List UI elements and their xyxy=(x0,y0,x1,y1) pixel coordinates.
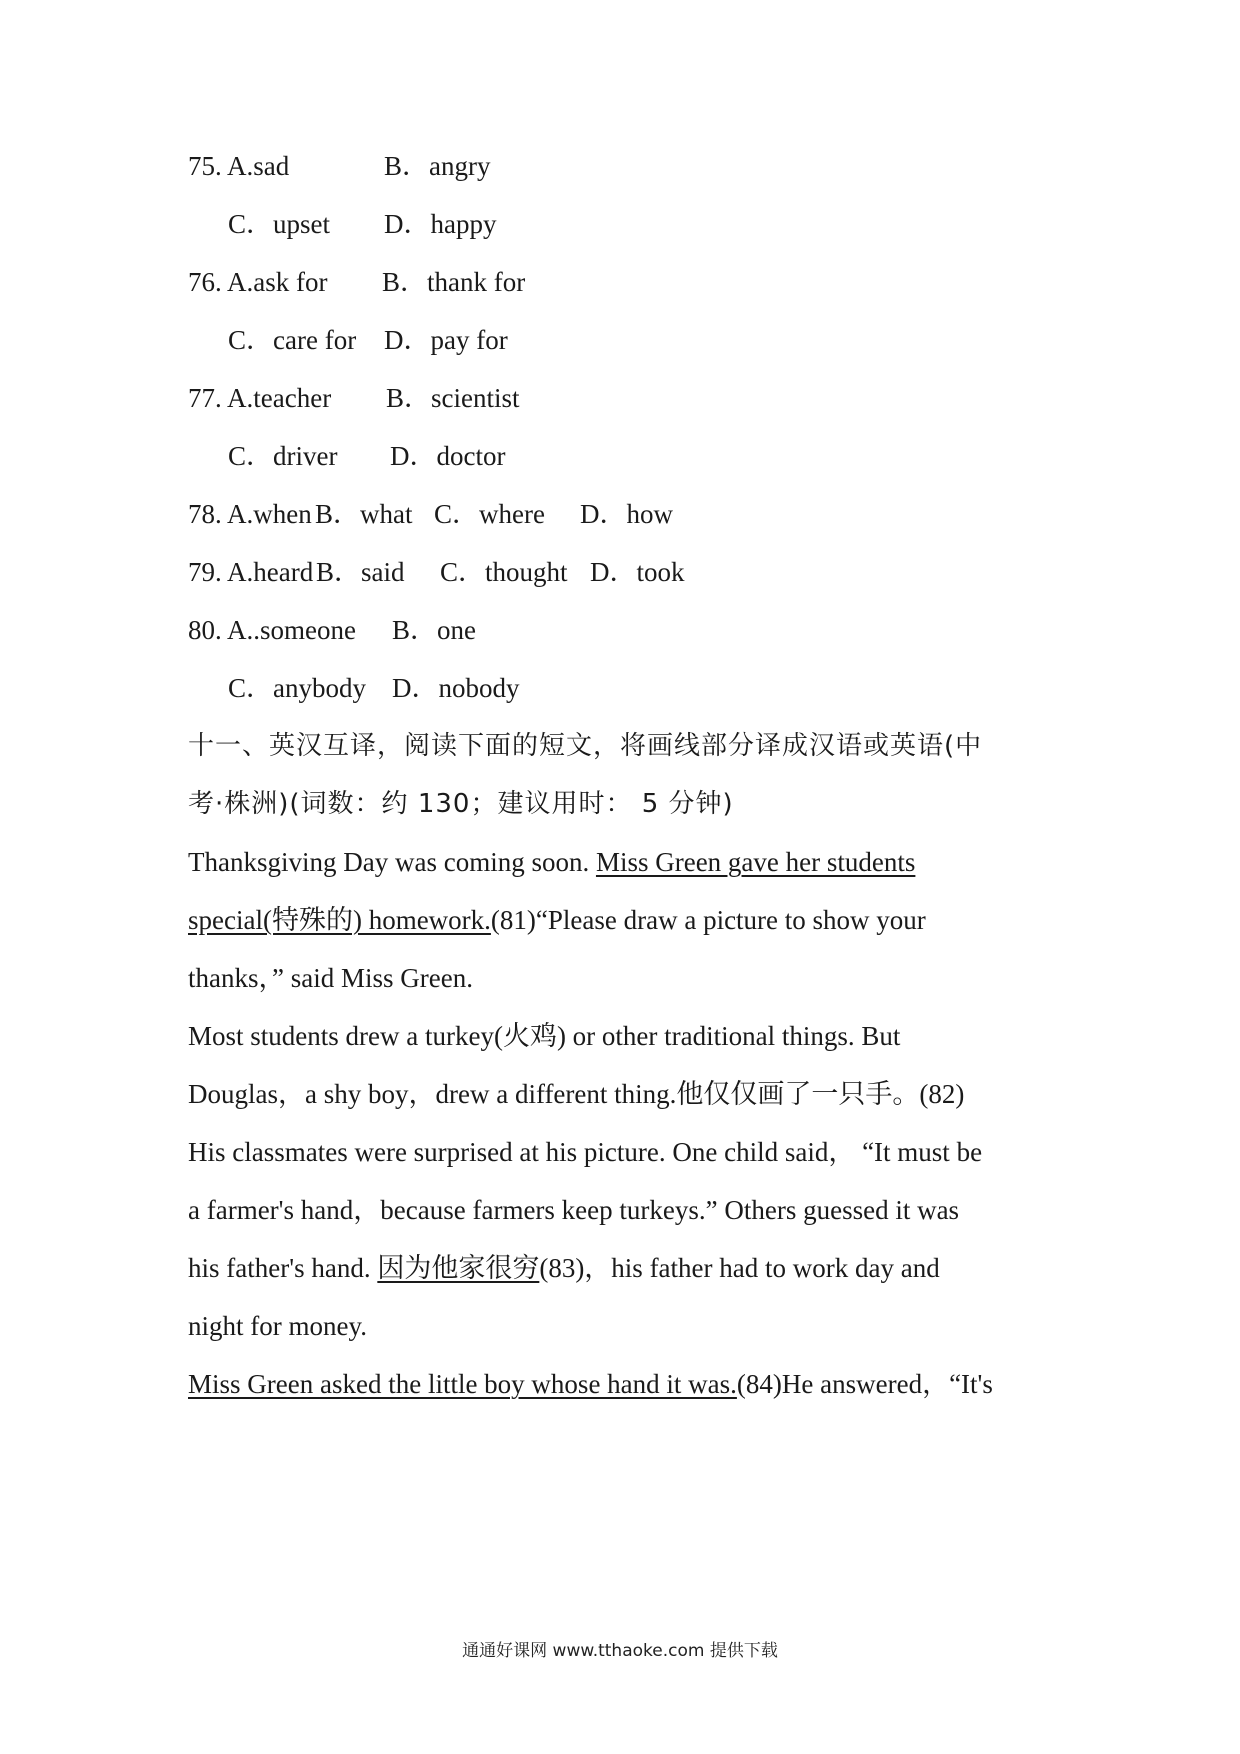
passage-text: Thanksgiving Day was coming soon. xyxy=(188,847,596,877)
question-78-option-a: 78. A.when xyxy=(188,499,312,529)
question-75-option-c: C．upset xyxy=(228,209,331,239)
question-79-option-a: 79. A.heard xyxy=(188,557,314,587)
question-76-option-a: 76. A.ask for xyxy=(188,267,328,297)
passage-text: (84)He answered，“It's xyxy=(736,1369,993,1399)
passage-line-8 xyxy=(188,1250,940,1286)
question-79-option-b: B．said xyxy=(316,557,405,587)
underlined-phrase-83: 因为他家很穷 xyxy=(377,1253,540,1283)
question-76-option-c: C．care for xyxy=(228,325,357,355)
question-80-option-a: 80. A..someone xyxy=(188,615,356,645)
passage-line-10 xyxy=(188,1366,993,1402)
question-76-option-b: B．thank for xyxy=(382,267,526,297)
question-80-option-d: D．nobody xyxy=(392,673,520,703)
question-77-option-c: C．driver xyxy=(228,441,338,471)
passage-line-9: night for money. xyxy=(188,1311,367,1341)
passage-line-7: a farmer's hand，because farmers keep turkeys.” Others guessed it was xyxy=(188,1195,960,1225)
question-78-option-d: D．how xyxy=(580,499,673,529)
question-80-option-b: B．one xyxy=(392,615,476,645)
passage-line-2 xyxy=(188,902,926,938)
passage-text: (81)“Please draw a picture to show your xyxy=(490,905,926,935)
question-77-option-b: B．scientist xyxy=(386,383,520,413)
underlined-sentence-81: Miss Green gave her students xyxy=(595,847,916,877)
question-80-option-c: C．anybody xyxy=(228,673,366,703)
passage-line-5: Douglas，a shy boy，drew a different thing.他仅仅画了一只手。(82) xyxy=(188,1079,965,1109)
passage-line-3: thanks，” said Miss Green. xyxy=(188,963,473,993)
question-75-option-d: D．happy xyxy=(384,209,497,239)
question-77-option-d: D．doctor xyxy=(390,441,506,471)
question-77-option-a: 77. A.teacher xyxy=(188,383,332,413)
underlined-sentence-81-cont: special(特殊的) homework. xyxy=(188,905,491,935)
underlined-sentence-84: Miss Green asked the little boy whose hand it was. xyxy=(188,1369,737,1399)
question-75-option-a: 75. A.sad xyxy=(188,151,290,181)
passage-line-4: Most students drew a turkey(火鸡) or other traditional things. But xyxy=(188,1021,901,1051)
page-footer: 通通好课网 www.tthaoke.com 提供下载 xyxy=(462,1641,778,1661)
question-76-option-d: D．pay for xyxy=(384,325,508,355)
question-79-option-d: D．took xyxy=(590,557,685,587)
section-heading-line2: 考·株洲)(词数：约 130；建议用时： 5 分钟) xyxy=(188,789,734,819)
passage-line-1 xyxy=(188,844,915,880)
passage-text: his father's hand. xyxy=(188,1253,378,1283)
question-75-option-b: B．angry xyxy=(384,151,491,181)
passage-line-6: His classmates were surprised at his picture. One child said， “It must be xyxy=(188,1137,983,1167)
question-78-option-c: C．where xyxy=(434,499,545,529)
passage-text: (83)，his father had to work day and xyxy=(539,1253,940,1283)
question-78-option-b: B．what xyxy=(315,499,413,529)
section-heading-line1: 十一、英汉互译，阅读下面的短文，将画线部分译成汉语或英语(中 xyxy=(188,731,983,761)
question-79-option-c: C．thought xyxy=(440,557,568,587)
